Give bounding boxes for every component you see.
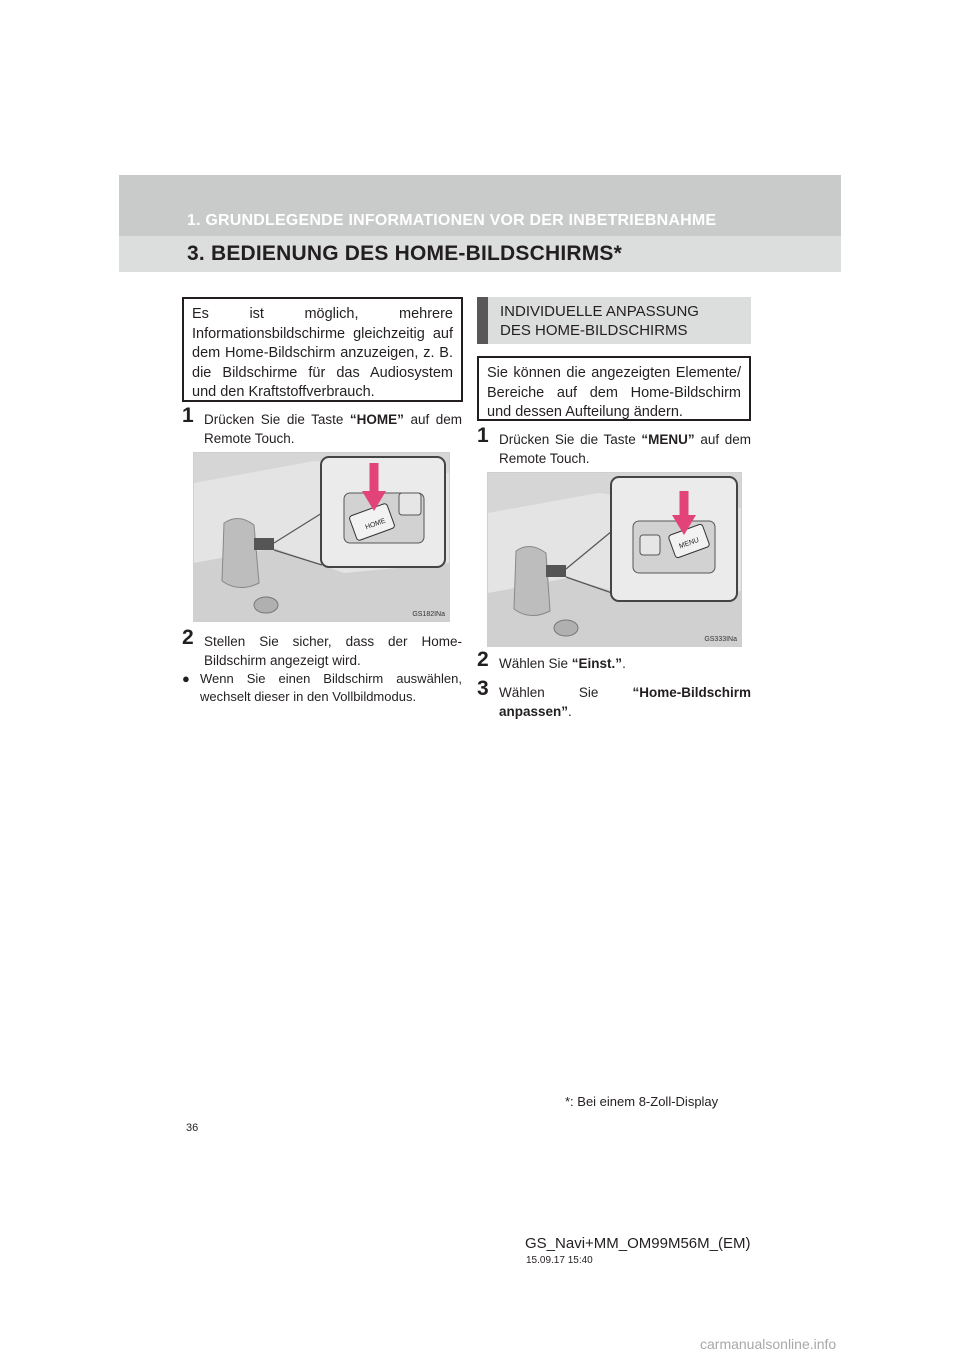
step-2-settings xyxy=(477,648,751,673)
key-label: “MENU” xyxy=(641,432,695,447)
step-2-confirm xyxy=(182,626,462,670)
step-text: Stellen Sie sicher, dass der Home-Bildschirm angezeigt wird. xyxy=(204,634,462,668)
document-id: GS_Navi+MM_OM99M56M_(EM) xyxy=(525,1235,751,1252)
home-button-illustration xyxy=(193,452,450,622)
bullet-text: Wenn Sie einen Bildschirm auswählen, wechselt dieser in den Vollbildmodus. xyxy=(200,671,462,704)
key-label: “HOME” xyxy=(349,412,404,427)
step-number: 2 xyxy=(477,648,489,671)
watermark: carmanualsonline.info xyxy=(700,1336,837,1352)
page-number: 36 xyxy=(186,1122,199,1134)
step-text: . xyxy=(568,704,572,719)
illustration-code: GS333INa xyxy=(704,636,737,643)
step-number: 1 xyxy=(182,404,194,427)
illustration-code: GS182INa xyxy=(412,611,445,618)
footnote: *: Bei einem 8-Zoll-Display xyxy=(565,1094,719,1109)
step-text: Drücken Sie die Taste xyxy=(499,432,642,447)
step-text: Drücken Sie die Taste xyxy=(204,412,350,427)
bullet-icon: ● xyxy=(182,671,190,686)
menu-button-illustration xyxy=(487,472,742,647)
step-3-customize xyxy=(477,677,751,721)
customize-section-header xyxy=(477,297,751,344)
section-tab-title: INDIVIDUELLE ANPASSUNG DES HOME-BILDSCHIRMS xyxy=(500,303,699,339)
section-title: 3. BEDIENUNG DES HOME-BILDSCHIRMS* xyxy=(187,242,623,265)
step-text: auf dem Remote Touch. xyxy=(204,412,462,446)
console-drawing xyxy=(194,453,449,621)
step-number: 3 xyxy=(477,677,489,700)
customize-intro-box: Sie können die angezeigten Elemente/ Bereiche auf dem Home-Bildschirm und dessen Aufteilung ändern. xyxy=(477,356,751,421)
section-tab-bar xyxy=(477,297,488,344)
intro-box: Es ist möglich, mehrere Informationsbildschirme gleichzeitig auf dem Home-Bildschirm anzuzeigen, z. B. die Bildschirme für das Audiosystem und den Kraftstoffverbrauch. xyxy=(182,297,463,402)
console-drawing xyxy=(488,473,741,646)
step-number: 2 xyxy=(182,626,194,649)
step-1-home xyxy=(182,404,462,448)
step-text: . xyxy=(622,656,626,671)
step-1-menu xyxy=(477,424,751,468)
menu-key-label: MENU xyxy=(678,536,701,551)
key-label: “Einst.” xyxy=(571,656,623,671)
step-text: auf dem Remote Touch. xyxy=(499,432,751,466)
document-date: 15.09.17 15:40 xyxy=(526,1255,593,1266)
step-text: Wählen Sie xyxy=(499,685,633,700)
step-number: 1 xyxy=(477,424,489,447)
chapter-title: 1. GRUNDLEGENDE INFORMATIONEN VOR DER INBETRIEBNAHME xyxy=(187,212,717,229)
key-label: “Home-Bildschirm anpassen” xyxy=(499,685,751,719)
step-text: Wählen Sie xyxy=(499,656,572,671)
home-key-label: HOME xyxy=(364,517,387,532)
bullet-note xyxy=(182,670,462,706)
